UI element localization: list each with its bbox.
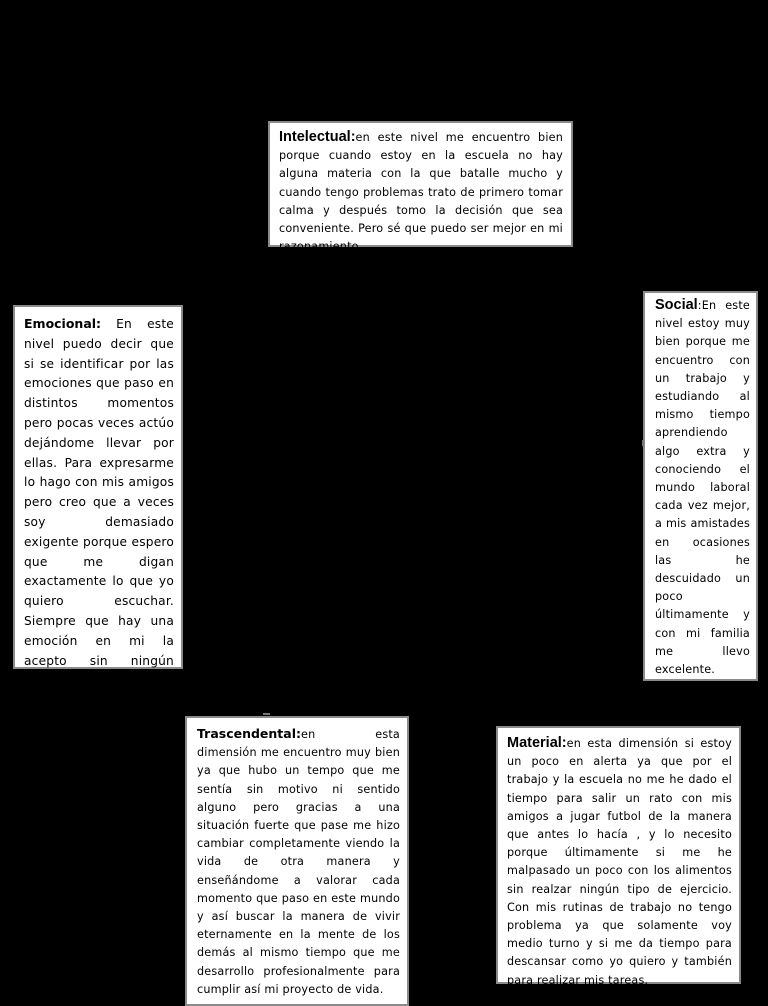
social-box <box>643 291 758 681</box>
social-text: :En este nivel estoy muy bien porque me encuentro con un trabajo y estudiando al mismo tiempo aprendiendo algo extra y conociendo el mundo laboral cada vez mejor, a mis amistades en ocasiones las he descuidado un poco últimamente y con mi familia me llevo excelente. <box>655 299 750 677</box>
intelectual-text: en este nivel me encuentro bien porque cuando estoy en la escuela no hay alguna materia con la que batalle mucho y cuando tengo problemas trato de primero tomar calma y después tomo la decisión que sea conveniente. Pero sé que puedo ser mejor en mi razonamiento. <box>279 131 563 254</box>
social-title: Social <box>655 297 698 313</box>
intelectual-box <box>268 121 573 254</box>
trascendental-title: Trascendental: <box>197 726 301 741</box>
material-text: en esta dimensión si estoy un poco en alerta ya que por el trabajo y la escuela no me he dado el tiempo para salir un rato con mis amigos a jugar futbol de la manera que antes lo hacía , y lo necesito porque últimamente si me he malpasado un poco con los alimentos sin realzar ningún tipo de ejercicio. Con mis rutinas de trabajo no tengo problema ya que solamente voy medio turno y si me da tiempo para descansar como yo quiero y también para realizar mis tareas. <box>507 737 732 987</box>
emocional-text: En este nivel puedo decir que si se identificar por las emociones que paso en distintos momentos pero pocas veces actúo dejándome llevar por ellas. Para expresarme lo hago con mis amigos pero creo que a veces soy demasiado exigente porque espero que me digan exactamente lo que yo quiero escuchar. Siempre que hay una emoción en mi la acepto sin ningún problema <box>24 317 174 688</box>
material-box <box>496 726 741 987</box>
connector-mark <box>642 440 644 446</box>
trascendental-box <box>185 716 409 1006</box>
emocional-box <box>13 305 183 688</box>
emocional-title: Emocional: <box>24 316 102 331</box>
connector-mark <box>263 713 270 715</box>
intelectual-title: Intelectual: <box>279 129 356 145</box>
trascendental-text: en esta dimensión me encuentro muy bien ya que hubo un tempo que me sentía sin motivo ni sentido alguno pero gracias a una situación fuerte que pase me hizo cambiar completamente viendo la vida de otra manera y enseñándome a valorar cada momento que paso en este mundo y así buscar la manera de vivir eternamente en la mente de los demás al mismo tiempo que me desarrollo profesionalmente para cumplir así mi proyecto de vida. <box>197 728 400 996</box>
material-title: Material: <box>507 735 567 751</box>
